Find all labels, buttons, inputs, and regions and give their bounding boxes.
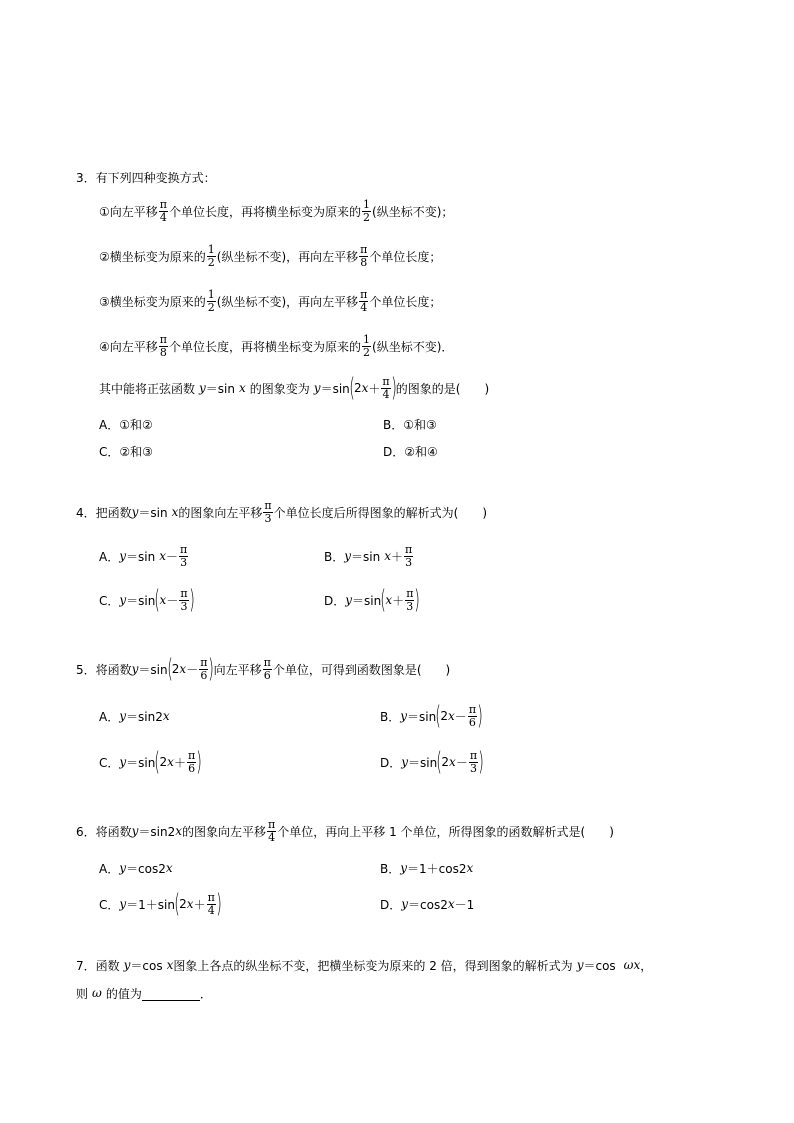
text: ＝cos2: [126, 861, 166, 876]
text: 5．将函数: [76, 662, 132, 677]
q5-option-b[interactable]: [380, 703, 482, 729]
var-y: y: [119, 709, 126, 723]
numerator: 1: [363, 197, 371, 211]
text: 7．函数: [76, 958, 120, 973]
var-y: y: [131, 505, 139, 519]
q4-option-d[interactable]: [324, 587, 420, 613]
text: 向左平移: [213, 662, 262, 677]
var-x: x: [159, 549, 166, 563]
text: 2: [171, 662, 180, 676]
text: －: [454, 709, 467, 724]
left-paren: (: [154, 747, 161, 777]
option-label: C．: [99, 755, 120, 770]
var-x: x: [449, 755, 456, 769]
var-y: y: [119, 755, 127, 769]
var-x: x: [166, 958, 174, 972]
option-label: C．: [99, 444, 120, 459]
var-x: x: [162, 709, 170, 723]
left-paren: (: [435, 701, 442, 731]
q5-option-d[interactable]: [380, 749, 483, 775]
var-omega: ω: [92, 986, 102, 1000]
text: 个单位长度；: [369, 249, 442, 264]
option-label: A．: [99, 549, 120, 564]
text: 的图象的是( ): [395, 381, 490, 396]
text: 的图象向左平移: [182, 824, 267, 839]
numerator: π: [159, 197, 167, 211]
left-paren: (: [380, 585, 387, 615]
var-x: x: [179, 662, 187, 676]
q5-option-c[interactable]: [99, 749, 201, 775]
numerator: π: [264, 498, 272, 512]
var-y: y: [131, 824, 139, 838]
denominator: 3: [405, 555, 413, 569]
option-label: A．: [99, 861, 120, 876]
fraction: [179, 544, 188, 568]
denominator: 2: [207, 300, 215, 314]
q3-item-3: [99, 288, 441, 314]
denominator: 6: [468, 715, 476, 729]
text: ②横坐标变为原来的: [99, 249, 206, 264]
right-paren: ): [188, 585, 195, 615]
text: ＝sin: [408, 755, 438, 770]
denominator: 3: [180, 599, 188, 613]
text: 6．将函数: [76, 824, 132, 839]
denominator: 4: [159, 210, 167, 224]
var-y: y: [576, 958, 584, 972]
var-x: x: [361, 381, 369, 395]
text: －: [455, 755, 468, 770]
text: －: [165, 549, 178, 564]
text: ＋: [368, 381, 381, 396]
q5-option-a[interactable]: [99, 703, 170, 729]
var-y: y: [313, 381, 321, 395]
option-text: ②和③: [119, 444, 153, 459]
option-label: B．: [324, 549, 345, 564]
text: (纵坐标不变)，再向左平移: [216, 294, 359, 309]
var-x: x: [239, 381, 246, 395]
text: 其中能将正弦函数: [99, 381, 196, 396]
text: 2: [159, 755, 168, 769]
fraction: [405, 588, 414, 612]
text: 2: [440, 709, 449, 723]
var-y: y: [119, 549, 126, 563]
q3-option-b[interactable]: [383, 411, 437, 437]
var-omega-x: ωx: [623, 958, 641, 972]
q5-stem: [76, 656, 450, 682]
var-x: x: [165, 861, 173, 875]
q4-stem: [76, 499, 487, 525]
text: 则: [76, 986, 89, 1001]
var-y: y: [131, 662, 139, 676]
fraction: [362, 334, 371, 358]
q4-option-b[interactable]: [324, 543, 414, 569]
option-label: D．: [380, 755, 402, 770]
right-paren: ): [390, 373, 397, 403]
numerator: π: [469, 748, 478, 762]
denominator: 4: [268, 830, 276, 844]
denominator: 3: [406, 599, 414, 613]
denominator: 4: [382, 387, 390, 401]
numerator: π: [382, 374, 390, 388]
fraction: [207, 244, 216, 268]
q3-question: [99, 375, 489, 401]
text: －: [166, 593, 179, 608]
denominator: 3: [469, 761, 477, 775]
var-x: x: [159, 593, 167, 607]
numerator: π: [268, 817, 276, 831]
text: ④向左平移: [99, 339, 158, 354]
text: ＋: [392, 593, 405, 608]
var-x: x: [447, 897, 455, 911]
denominator: 8: [159, 345, 167, 359]
option-label: B．: [380, 709, 401, 724]
denominator: 2: [363, 210, 371, 224]
q3-stem: 3．有下列四种变换方式：: [76, 170, 216, 185]
numerator: π: [180, 586, 188, 600]
numerator: 1: [207, 287, 215, 301]
option-label: B．: [383, 417, 404, 432]
q6-stem: [76, 818, 614, 844]
denominator: 4: [207, 903, 215, 917]
text: ＝sin: [138, 662, 168, 677]
fraction: [199, 657, 208, 681]
var-y: y: [119, 593, 127, 607]
text: ＝sin2: [126, 709, 163, 724]
var-x: x: [385, 593, 393, 607]
var-x: x: [186, 897, 194, 911]
q6-option-a[interactable]: [99, 855, 173, 881]
var-y: y: [401, 897, 409, 911]
option-label: A．: [99, 709, 120, 724]
fraction: [207, 892, 216, 916]
left-paren: (: [349, 373, 355, 403]
q7-stem: [76, 952, 652, 978]
text: 2: [179, 897, 187, 911]
text: 个单位，再向上平移 1 个单位，所得图象的函数解析式是( ): [277, 824, 614, 839]
denominator: 8: [360, 255, 368, 269]
text: ＝sin: [126, 755, 156, 770]
right-paren: ): [414, 585, 421, 615]
option-label: D．: [380, 897, 402, 912]
right-paren: ): [196, 747, 203, 777]
option-label: C．: [99, 897, 120, 912]
text: ①向左平移: [99, 204, 158, 219]
right-paren: ): [478, 747, 484, 777]
text: ③横坐标变为原来的: [99, 294, 206, 309]
numerator: 1: [363, 332, 371, 346]
var-y: y: [119, 861, 126, 875]
fraction: [187, 750, 196, 774]
q3-option-a[interactable]: [99, 411, 153, 437]
fraction: [469, 750, 478, 774]
fraction: [263, 500, 272, 524]
text: 的图象变为: [249, 381, 310, 396]
q3-option-c[interactable]: [99, 438, 153, 464]
left-paren: (: [166, 654, 173, 684]
text: ＝sin: [352, 593, 382, 608]
var-y: y: [123, 958, 131, 972]
text: 4．把函数: [76, 505, 132, 520]
text: ＋: [391, 549, 404, 564]
var-y: y: [345, 593, 353, 607]
text: 的图象向左平移: [178, 505, 263, 520]
text: ＝sin: [407, 709, 437, 724]
text: －1: [454, 897, 475, 912]
text: 图象上各点的纵坐标不变，把横坐标变为原来的 2 倍，得到图象的解析式为: [173, 958, 573, 973]
text: ＝sin: [138, 505, 168, 520]
var-y: y: [401, 755, 409, 769]
text: ＝1＋cos2: [407, 861, 467, 876]
numerator: π: [360, 242, 368, 256]
fraction: [159, 334, 168, 358]
text: ＝cos: [130, 958, 163, 973]
option-label: A．: [99, 417, 120, 432]
option-label: B．: [380, 861, 401, 876]
text: (纵坐标不变)，再向左平移: [216, 249, 359, 264]
numerator: π: [187, 748, 196, 762]
denominator: 2: [207, 255, 215, 269]
numerator: π: [207, 890, 215, 904]
text: ＝sin: [126, 593, 156, 608]
denominator: 3: [180, 555, 188, 569]
q3-item-4: [99, 333, 453, 359]
left-paren: (: [154, 585, 161, 615]
denominator: 4: [360, 300, 368, 314]
numerator: π: [468, 702, 477, 716]
denominator: 3: [264, 511, 272, 525]
q4-option-a[interactable]: [99, 543, 189, 569]
text: ＝sin: [205, 381, 235, 396]
var-y: y: [400, 861, 408, 875]
q6-option-c[interactable]: [99, 891, 221, 917]
denominator: 2: [363, 345, 371, 359]
text: －: [186, 662, 199, 677]
text: 的值为: [105, 986, 142, 1001]
option-label: D．: [383, 444, 405, 459]
answer-blank[interactable]: [142, 986, 200, 1001]
denominator: 6: [188, 761, 196, 775]
numerator: π: [406, 586, 414, 600]
text: ＝cos2: [408, 897, 448, 912]
right-paren: ): [208, 654, 215, 684]
option-label: C．: [99, 593, 120, 608]
text: ，: [640, 958, 653, 973]
right-paren: ): [477, 701, 483, 731]
q3-item-2: [99, 243, 441, 269]
numerator: π: [180, 542, 188, 556]
fraction: [267, 819, 276, 843]
q6-option-d[interactable]: [380, 891, 474, 917]
option-text: ②和④: [404, 444, 438, 459]
text: 2: [353, 381, 362, 395]
left-paren: (: [436, 747, 443, 777]
text: ．: [199, 986, 212, 1001]
numerator: π: [263, 655, 271, 669]
text: ＝1＋sin: [126, 897, 175, 912]
text: 个单位长度，再将横坐标变为原来的: [169, 204, 362, 219]
var-y: y: [344, 549, 352, 563]
right-paren: ): [216, 889, 222, 919]
q6-option-b[interactable]: [380, 855, 473, 881]
var-y: y: [400, 709, 408, 723]
fraction: [381, 376, 390, 400]
fraction: [404, 544, 413, 568]
fraction: [362, 199, 371, 223]
fraction: [359, 289, 368, 313]
text: 个单位长度，再将横坐标变为原来的: [169, 339, 362, 354]
var-x: x: [448, 709, 455, 723]
fraction: [359, 244, 368, 268]
var-y: y: [119, 897, 127, 911]
text: ＝sin: [320, 381, 350, 396]
fraction: [179, 588, 188, 612]
q4-option-c[interactable]: [99, 587, 194, 613]
numerator: π: [405, 542, 413, 556]
fraction: [159, 199, 168, 223]
numerator: π: [200, 655, 208, 669]
var-y: y: [199, 381, 206, 395]
var-x: x: [175, 824, 183, 838]
q3-item-1: [99, 198, 453, 224]
text: (纵坐标不变)．: [372, 339, 454, 354]
text: ＝sin: [351, 549, 381, 564]
option-text: ①和②: [119, 417, 153, 432]
text: ＝sin: [126, 549, 156, 564]
text: 2: [441, 755, 450, 769]
fraction: [468, 704, 477, 728]
option-text: ①和③: [403, 417, 437, 432]
text: 个单位长度；: [369, 294, 442, 309]
text: ＋: [193, 897, 206, 912]
denominator: 6: [200, 668, 208, 682]
var-x: x: [167, 755, 174, 769]
numerator: π: [360, 287, 368, 301]
text: (纵坐标不变)；: [372, 204, 454, 219]
q3-option-d[interactable]: [383, 438, 438, 464]
var-x: x: [384, 549, 391, 563]
text: 个单位长度后所得图象的解析式为( ): [273, 505, 488, 520]
text: ＝cos: [583, 958, 616, 973]
var-x: x: [466, 861, 474, 875]
text: ＝sin2: [138, 824, 176, 839]
numerator: π: [159, 332, 167, 346]
numerator: 1: [207, 242, 215, 256]
fraction: [207, 289, 216, 313]
var-x: x: [171, 505, 179, 519]
text: ＋: [173, 755, 186, 770]
q7-stem-line2: [76, 980, 212, 1006]
text: 个单位，可得到函数图象是( ): [272, 662, 451, 677]
fraction: [263, 657, 272, 681]
option-label: D．: [324, 593, 346, 608]
left-paren: (: [174, 889, 180, 919]
denominator: 6: [263, 668, 271, 682]
